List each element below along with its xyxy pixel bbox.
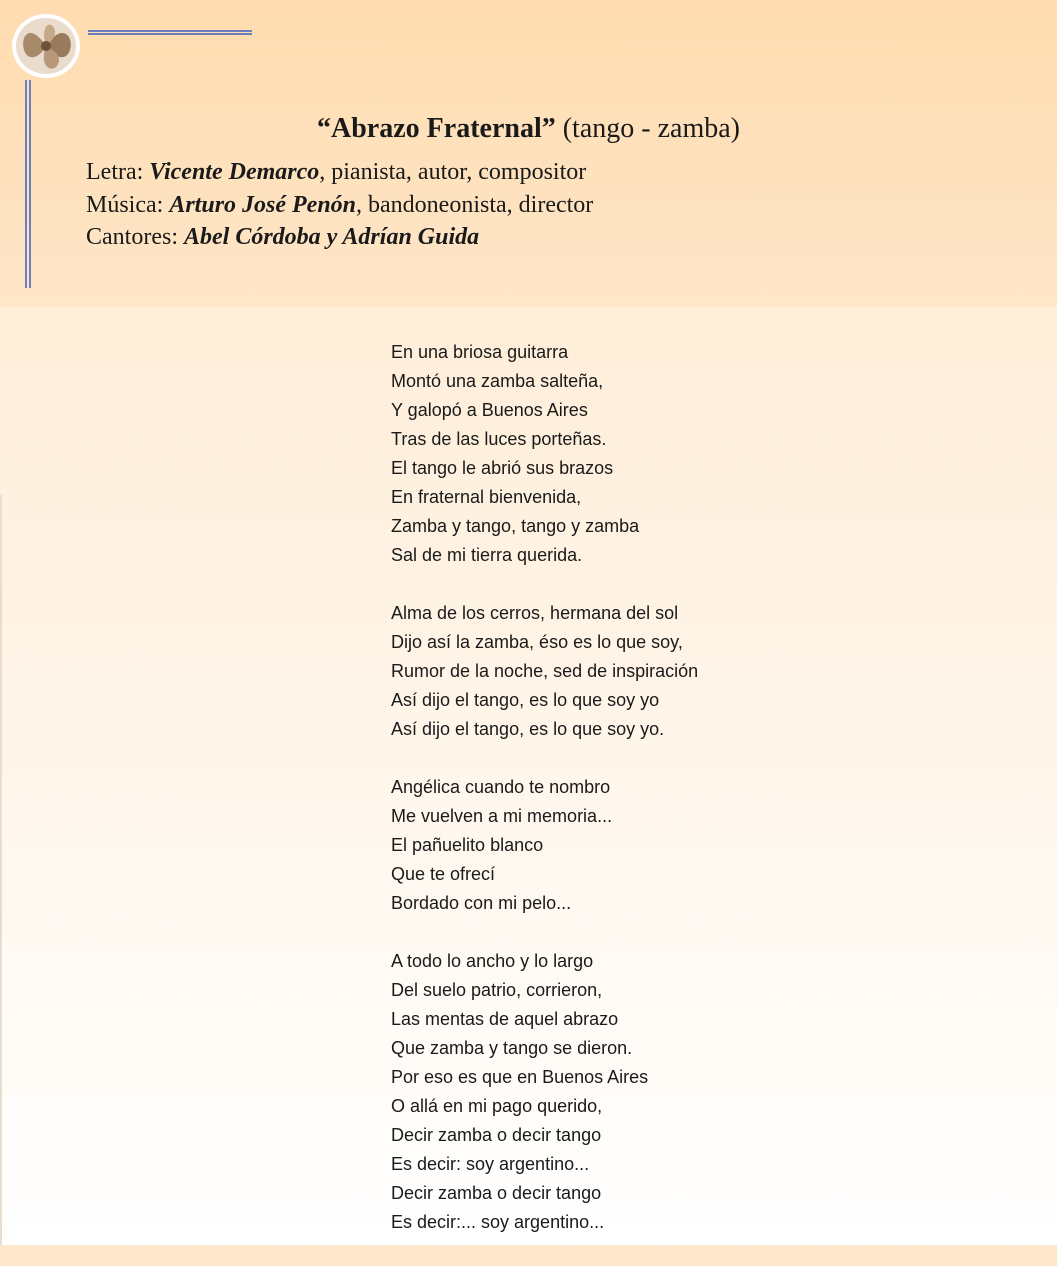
- credit-role: , bandoneonista, director: [356, 191, 594, 218]
- lyric-line: Decir zamba o decir tango: [391, 1125, 602, 1145]
- lyric-line: Decir zamba o decir tango: [391, 1183, 602, 1203]
- lyric-line: Tras de las luces porteñas.: [391, 429, 607, 449]
- lyric-line: El pañuelito blanco: [391, 835, 544, 855]
- credit-role: , pianista, autor, compositor: [319, 159, 587, 185]
- lyric-line: Que te ofrecí: [391, 864, 496, 884]
- lyric-line: Del suelo patrio, corrieron,: [391, 980, 603, 1000]
- credit-cantores: [86, 221, 593, 254]
- lyric-line: Así dijo el tango, es lo que soy yo: [391, 690, 660, 710]
- header-rule-horizontal: [88, 30, 252, 35]
- credit-letra: [86, 156, 593, 189]
- left-edge-line: [0, 495, 2, 1245]
- header-rule-vertical: [25, 80, 31, 288]
- stanza-2: [391, 599, 698, 744]
- lyric-line: Rumor de la noche, sed de inspiración: [391, 661, 699, 681]
- page-header: [0, 0, 1057, 306]
- credit-name: Abel Córdoba y Adrían Guida: [183, 224, 480, 250]
- stanza-1: [391, 338, 698, 570]
- lyric-line: A todo lo ancho y lo largo: [391, 951, 594, 971]
- lyric-line: Alma de los cerros, hermana del sol: [391, 603, 679, 623]
- lyric-line: Así dijo el tango, es lo que soy yo.: [391, 719, 665, 739]
- lyric-line: El tango le abrió sus brazos: [391, 458, 614, 478]
- lyric-line: Dijo así la zamba, éso es lo que soy,: [391, 632, 683, 652]
- lyric-line: En fraternal bienvenida,: [391, 487, 582, 507]
- credit-label: Cantores:: [86, 224, 178, 250]
- lyric-line: Y galopó a Buenos Aires: [391, 400, 588, 420]
- lyric-line: En una briosa guitarra: [391, 342, 569, 362]
- lyric-line: Me vuelven a mi memoria...: [391, 806, 613, 826]
- lyric-line: Es decir: soy argentino...: [391, 1154, 590, 1174]
- stanza-4: [391, 947, 698, 1237]
- lyric-line: Sal de mi tierra querida.: [391, 545, 583, 565]
- credit-musica: [86, 189, 593, 222]
- lyric-line: O allá en mi pago querido,: [391, 1096, 603, 1116]
- credit-label: Música:: [86, 191, 164, 218]
- song-credits: [86, 156, 593, 254]
- lyric-line: Que zamba y tango se dieron.: [391, 1038, 633, 1058]
- lyric-line: Montó una zamba salteña,: [391, 371, 604, 391]
- lyric-line: Por eso es que en Buenos Aires: [391, 1067, 649, 1087]
- credit-name: Arturo José Penón: [169, 191, 357, 218]
- lyric-line: Las mentas de aquel abrazo: [391, 1009, 619, 1029]
- stanza-3: [391, 773, 698, 918]
- song-title-text: “Abrazo Fraternal”: [317, 113, 556, 144]
- credit-name: Vicente Demarco: [149, 159, 320, 185]
- song-genre: (tango - zamba): [562, 113, 740, 144]
- flower-logo-icon: [10, 12, 82, 80]
- lyric-line: Zamba y tango, tango y zamba: [391, 516, 640, 536]
- lyric-line: Es decir:... soy argentino...: [391, 1212, 605, 1232]
- lyric-line: Angélica cuando te nombro: [391, 777, 611, 797]
- song-title: [0, 113, 1057, 145]
- credit-label: Letra:: [86, 159, 144, 185]
- lyric-line: Bordado con mi pelo...: [391, 893, 572, 913]
- lyrics: [391, 338, 698, 1266]
